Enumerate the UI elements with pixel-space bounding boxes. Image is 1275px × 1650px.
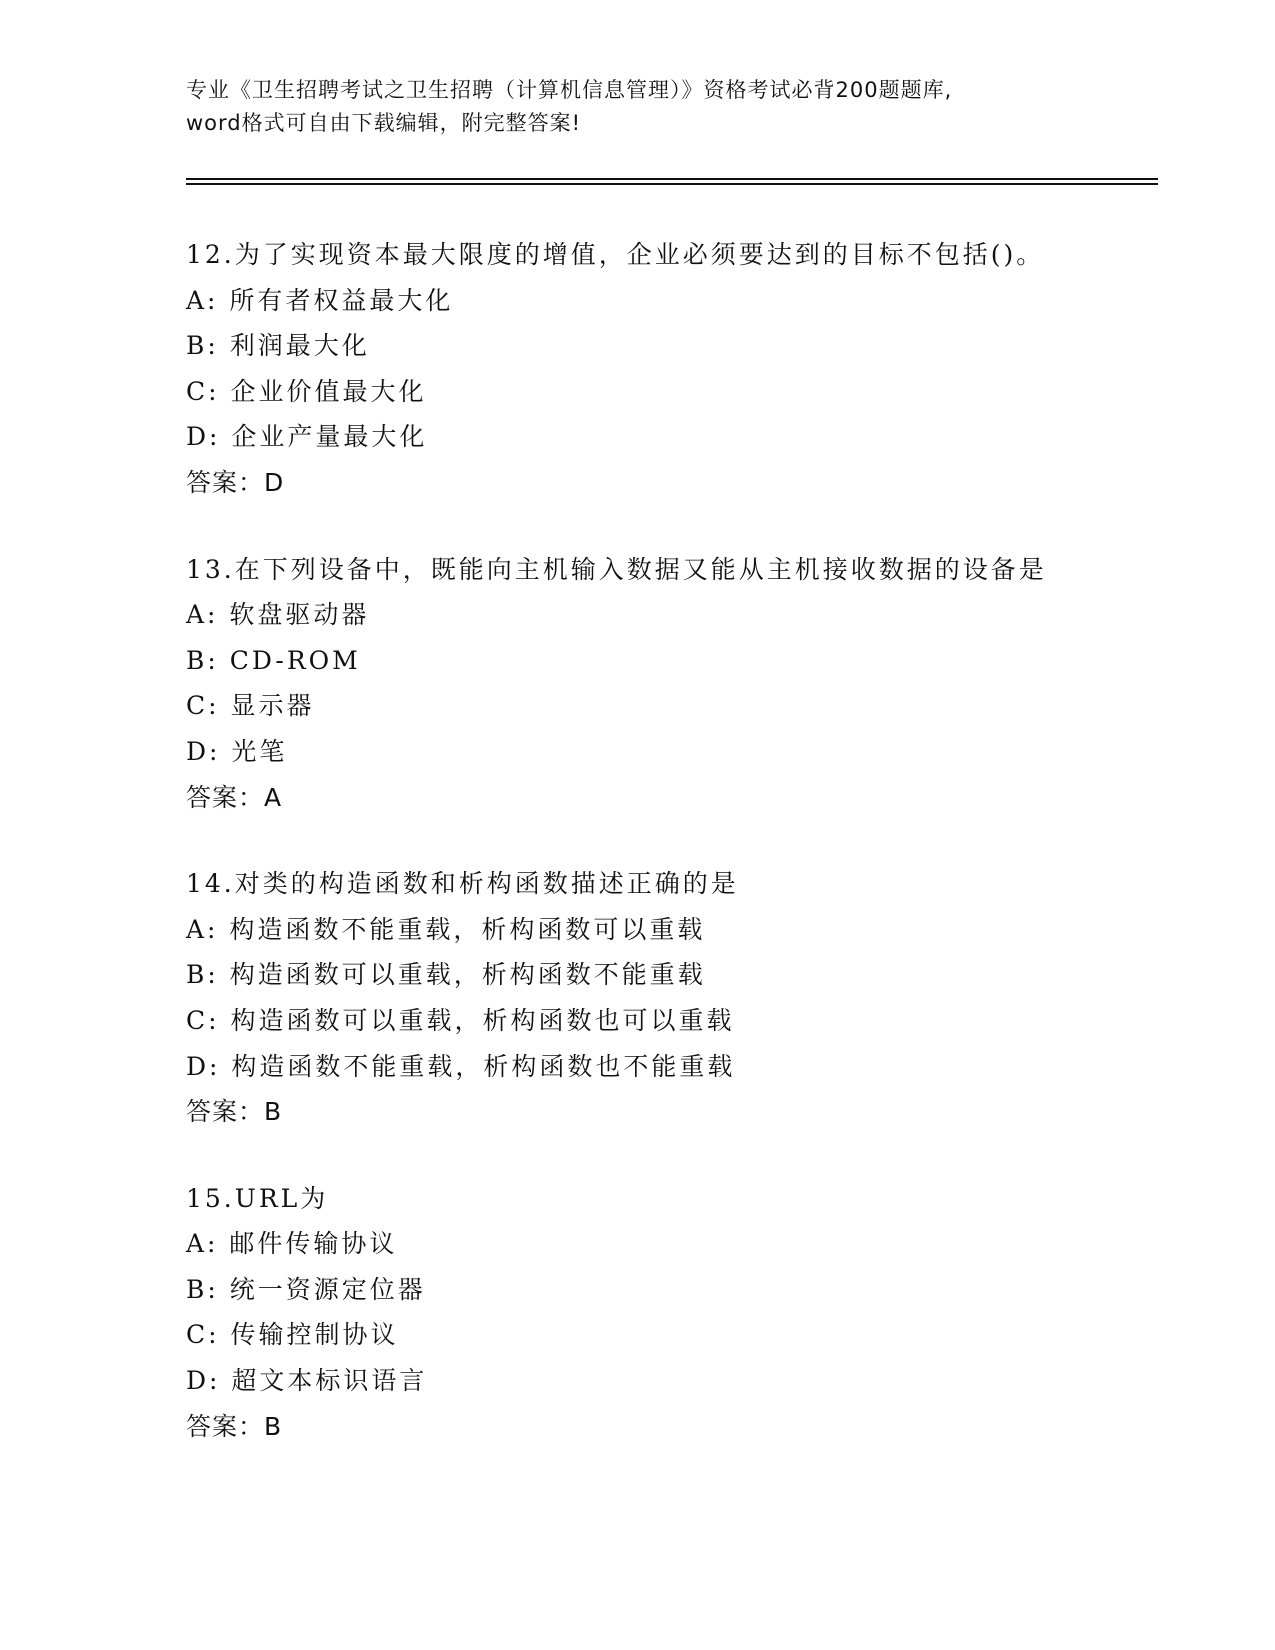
option-b: B: 利润最大化 bbox=[186, 331, 370, 361]
header-line-1: 专业《卫生招聘考试之卫生招聘（计算机信息管理）》资格考试必背200题题库, bbox=[186, 78, 953, 102]
option-c: C: 企业价值最大化 bbox=[186, 376, 427, 406]
answer-line: 答案：B bbox=[186, 1411, 283, 1441]
question-stem: 13.在下列设备中，既能向主机输入数据又能从主机接收数据的设备是 bbox=[186, 554, 1047, 584]
option-c: C: 构造函数可以重载，析构函数也可以重载 bbox=[186, 1005, 735, 1035]
question-stem: 12.为了实现资本最大限度的增值，企业必须要达到的目标不包括()。 bbox=[186, 240, 1045, 269]
option-a: A: 邮件传输协议 bbox=[186, 1229, 398, 1259]
answer-line: 答案：D bbox=[186, 467, 285, 497]
option-a: A: 构造函数不能重载，析构函数可以重载 bbox=[186, 914, 706, 944]
document-header bbox=[186, 74, 1086, 140]
option-d: D: 构造函数不能重载，析构函数也不能重载 bbox=[186, 1051, 736, 1081]
question-13 bbox=[186, 547, 1166, 821]
option-b: B: 构造函数可以重载，析构函数不能重载 bbox=[186, 960, 706, 990]
question-stem: 15.URL为 bbox=[186, 1183, 329, 1213]
question-12 bbox=[186, 232, 1166, 506]
header-line-2: word格式可自由下载编辑，附完整答案! bbox=[186, 111, 582, 135]
option-d: D: 企业产量最大化 bbox=[186, 422, 428, 452]
option-d: D: 光笔 bbox=[186, 736, 288, 766]
option-a: A: 所有者权益最大化 bbox=[186, 285, 454, 315]
option-c: C: 传输控制协议 bbox=[186, 1320, 399, 1350]
question-stem: 14.对类的构造函数和析构函数描述正确的是 bbox=[186, 869, 739, 899]
question-list bbox=[186, 232, 1166, 1490]
answer-line: 答案：B bbox=[186, 1097, 283, 1127]
question-14 bbox=[186, 861, 1166, 1135]
header-divider-bottom bbox=[186, 183, 1158, 185]
question-15 bbox=[186, 1176, 1166, 1450]
option-b: B: CD-ROM bbox=[186, 645, 361, 675]
option-d: D: 超文本标识语言 bbox=[186, 1366, 428, 1396]
header-divider-top bbox=[186, 178, 1158, 180]
option-a: A: 软盘驱动器 bbox=[186, 600, 370, 630]
option-b: B: 统一资源定位器 bbox=[186, 1274, 426, 1304]
answer-line: 答案：A bbox=[186, 782, 283, 812]
option-c: C: 显示器 bbox=[186, 691, 315, 721]
